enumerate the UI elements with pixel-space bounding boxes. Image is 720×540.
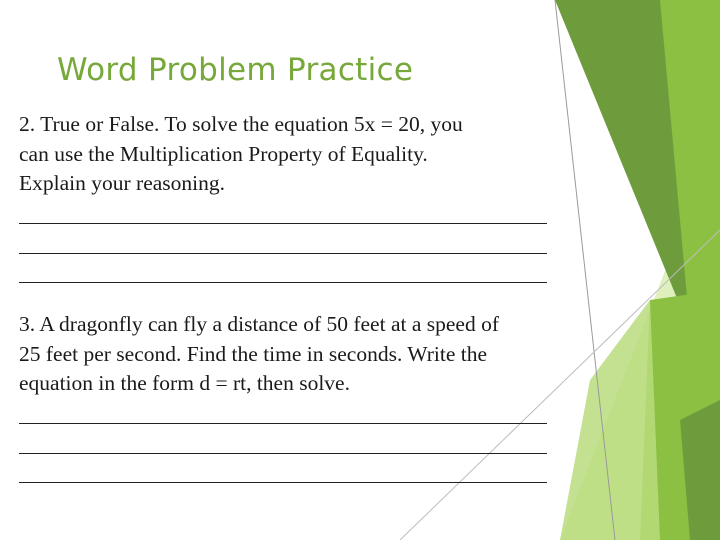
problem-2-line-1: 2. True or False. To solve the equation 5x = 20, you [19,112,463,136]
problem-3-line-1: 3. A dragonfly can fly a distance of 50 feet at a speed of [19,312,499,336]
problem-3 [19,310,579,487]
answer-line[interactable] [19,399,579,429]
problem-2 [19,110,579,287]
answer-line[interactable] [19,199,579,229]
problem-3-line-3: equation in the form d = rt, then solve. [19,371,350,395]
answer-line[interactable] [19,458,579,488]
answer-line[interactable] [19,228,579,258]
page-title: Word Problem Practice [57,52,414,88]
problem-3-line-2: 25 feet per second. Find the time in seconds. Write the [19,341,488,366]
problem-2-line-3: Explain your reasoning. [19,171,225,195]
answer-line[interactable] [19,428,579,458]
problem-2-line-2: can use the Multiplication Property of Equality. [19,141,428,166]
answer-line[interactable] [19,258,579,288]
